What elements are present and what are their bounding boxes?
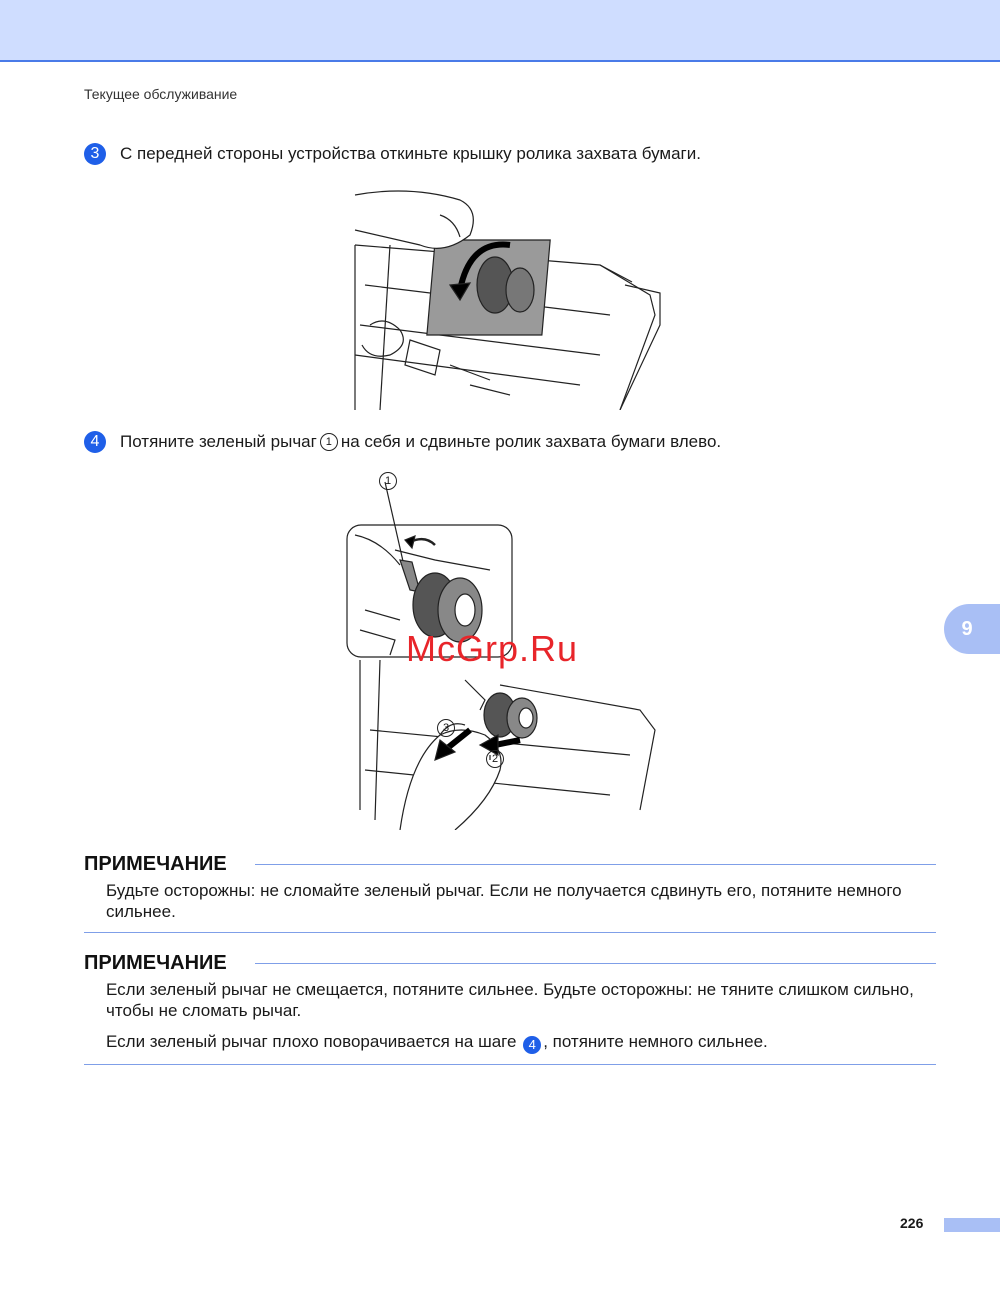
note-header [84, 853, 936, 876]
note-paragraph-step-ref [106, 1031, 936, 1054]
note-body [106, 880, 936, 922]
note-header [84, 952, 936, 975]
note-divider [255, 963, 936, 964]
step-4 [84, 431, 721, 453]
step-3 [84, 143, 701, 165]
callout-1: 1 [379, 472, 397, 490]
page-footer-bar [944, 1218, 1000, 1232]
note-paragraph: Будьте осторожны: не сломайте зеленый рычаг. Если не получается сдвинуть его, потяните немного сильнее. [106, 881, 902, 921]
note-text-after: , потяните немного сильнее. [543, 1032, 768, 1051]
step-reference-badge: 4 [523, 1036, 541, 1054]
page-number: 226 [900, 1215, 924, 1231]
note-2 [84, 952, 936, 1065]
step-text: С передней стороны устройства откиньте крышку ролика захвата бумаги. [120, 144, 701, 163]
note-bottom-rule [84, 932, 936, 933]
scanner-open-cover-illustration [350, 185, 665, 410]
note-paragraph: Если зеленый рычаг не смещается, потяните сильнее. Будьте осторожны: не тяните слишком сильно, чтобы не сломать рычаг. [106, 980, 914, 1020]
watermark: McGrp.Ru [406, 628, 579, 669]
note-1 [84, 853, 936, 933]
note-title: ПРИМЕЧАНИЕ [84, 952, 227, 974]
note-divider [255, 864, 936, 865]
callout-marker: 1 [320, 433, 338, 451]
callout-2: 2 [486, 750, 504, 768]
chapter-tab: 9 [944, 604, 1000, 654]
breadcrumb: Текущее обслуживание [84, 86, 238, 102]
note-body [106, 979, 936, 1054]
note-text-before: Если зеленый рычаг плохо поворачивается на шаге [106, 1032, 517, 1051]
step-number-badge: 4 [84, 431, 106, 453]
note-bottom-rule [84, 1064, 936, 1065]
note-title: ПРИМЕЧАНИЕ [84, 853, 227, 875]
step-text-after: на себя и сдвиньте ролик захвата бумаги влево. [340, 432, 722, 451]
header-bar [0, 0, 1000, 62]
callout-3: 3 [437, 719, 455, 737]
step-text-before: Потяните зеленый рычаг [120, 432, 317, 451]
step-number-badge: 3 [84, 143, 106, 165]
